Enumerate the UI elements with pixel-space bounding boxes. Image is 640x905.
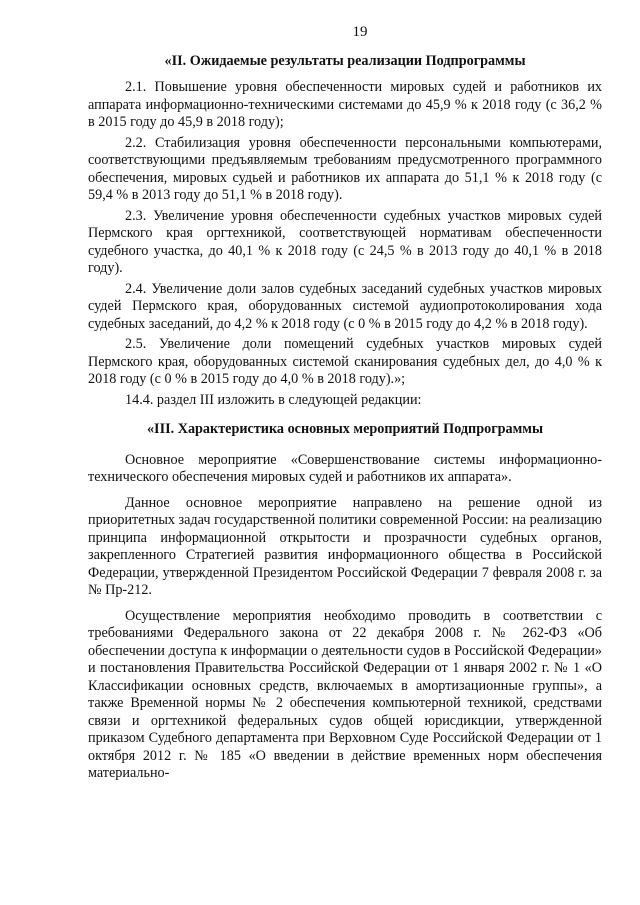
section-3-heading: «III. Характеристика основных мероприятий Подпрограммы [146,421,544,437]
main-activity-paragraph: Основное мероприятие «Совершенствование системы информационно-технического обеспечения мировых судей и работников их аппарата». [88,451,602,485]
document-page [88,24,602,786]
amendment-14-4: 14.4. раздел III изложить в следующей редакции: [125,391,422,408]
section-2-heading: «II. Ожидаемые результаты реализации Подпрограммы [164,52,526,69]
item-2-4: 2.4. Увеличение доли залов судебных заседаний судебных участков мировых судей Пермского края, оборудованных системой аудиопротоколирования хода судебных заседаний, до 4,2 % к 2018 году (с 0 % в 2015 году до 4,2 % в 2018 году). [88,280,602,332]
item-2-3: 2.3. Увеличение уровня обеспеченности судебных участков мировых судей Пермского края оргтехникой, соответствующей нормативам обеспеченности судебного участка, до 40,1 % к 2018 году (с 24,5 % в 2013 году до 40,1 % в 2018 году). [88,207,602,276]
page-number: 19 [352,24,368,40]
item-2-2: 2.2. Стабилизация уровня обеспеченности персональными компьютерами, соответствующими предъявляемым требованиям предусмотренного программного обеспечения, мировых судьей и работников их аппарата до 51,1 % к 2018 году (с 59,4 % в 2013 году до 51,1 % в 2018 году). [88,134,602,203]
item-2-5: 2.5. Увеличение доли помещений судебных участков мировых судей Пермского края, оборудованных системой сканирования судебных дел, до 4,0 % к 2018 году (с 0 % в 2015 году до 4,0 % в 2018 году).»; [88,336,602,387]
item-2-1: 2.1. Повышение уровня обеспеченности мировых судей и работников их аппарата информационно-техническими системами до 45,9 % к 2018 году (с 36,2 % в 2015 году до 45,9 в 2018 году); [88,79,602,130]
legal-basis-paragraph: Осуществление мероприятия необходимо проводить в соответствии с требованиями Федерального закона от 22 декабря 2008 г. № 262-ФЗ «Об обеспечении доступа к информации о деятельности судов в Российской Федерации» и постановления Правительства Российской Федерации от 1 января 2002 г. № 1 «О Классификации основных средств, включаемых в амортизационные группы», а также Временной нормы № 2 обеспечения компьютерной техникой, средствами связи и оргтехникой федеральных судов общей юрисдикции, утвержденной приказом Судебного департамента при Верховном Суде Российской Федерации от 1 октября 2012 г. № 185 «О введении в действие временных норм обеспечения материально- [88,607,602,781]
activity-purpose-paragraph: Данное основное мероприятие направлено на решение одной из приоритетных задач государственной политики современной России: на реализацию принципа информационной открытости и прозрачности судебных органов, закрепленного Стратегией развития информационного общества в Российской Федерации, утвержденной Президентом Российской Федерации 7 февраля 2008 г. за № Пр-212. [88,494,602,598]
